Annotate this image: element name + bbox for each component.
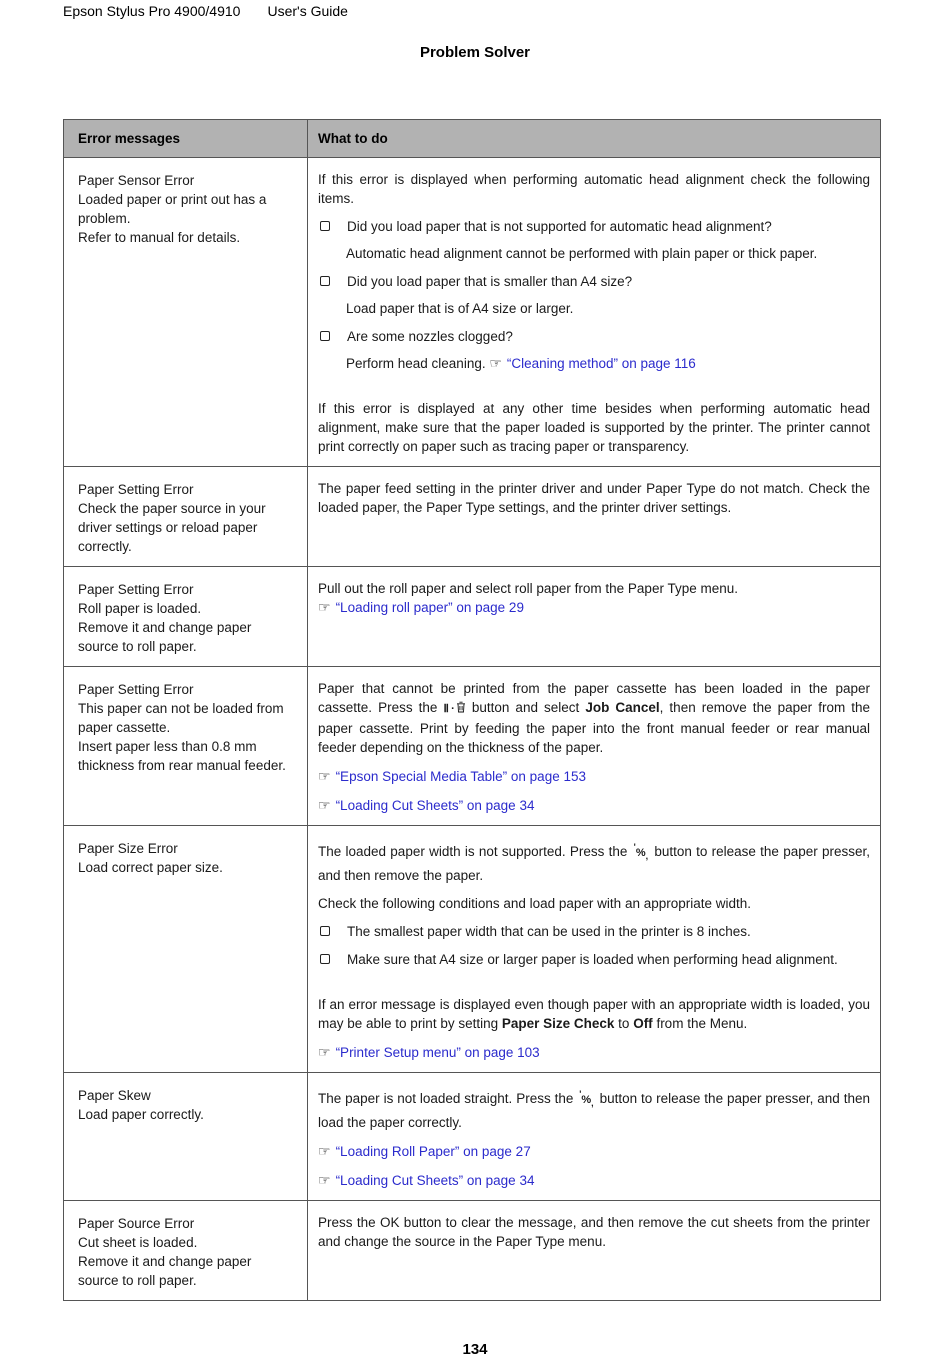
pointer-hand-icon: ☞ xyxy=(318,1172,331,1188)
product-name: Epson Stylus Pro 4900/4910 xyxy=(63,3,241,19)
bullet-answer xyxy=(346,244,870,263)
error-message-cell xyxy=(64,158,308,466)
pointer-hand-icon: ☞ xyxy=(318,768,331,784)
text-run: to xyxy=(614,1016,634,1031)
pointer-hand-icon: ☞ xyxy=(489,355,502,371)
table-row xyxy=(64,825,880,1072)
text-run: Paper that cannot be printed from the paper cassette has been loaded in the paper cassette. Press the xyxy=(318,681,870,715)
bullet-answer xyxy=(346,354,870,373)
what-to-do-cell xyxy=(308,1073,880,1200)
what-to-do-cell xyxy=(308,1201,880,1300)
error-line: Paper Setting Error xyxy=(78,582,194,597)
error-message-cell xyxy=(64,467,308,566)
text-run: Perform head cleaning. xyxy=(346,356,490,371)
table-row xyxy=(64,1072,880,1200)
error-line: Load correct paper size. xyxy=(78,860,223,875)
bullet-text: The smallest paper width that can be used in the printer is 8 inches. xyxy=(347,924,751,939)
bullet-text: Did you load paper that is smaller than A4 size? xyxy=(347,274,633,289)
text-run: If an error message is displayed even though paper with an appropriate width is loaded, you may be able to print by setting xyxy=(318,997,870,1031)
emphasis-text: Job Cancel xyxy=(585,700,660,715)
bullet-item xyxy=(318,327,870,346)
cross-reference xyxy=(489,356,695,371)
bullet-text: Are some nozzles clogged? xyxy=(347,329,513,344)
error-line: Paper Setting Error xyxy=(78,482,194,497)
table-body xyxy=(64,157,880,1300)
text-run: Load paper that is of A4 size or larger. xyxy=(346,301,574,316)
error-line: Load paper correctly. xyxy=(78,1107,204,1122)
cross-reference-link[interactable]: “Cleaning method” on page 116 xyxy=(506,356,696,371)
error-line: Loaded paper or print out has a problem. xyxy=(78,192,267,226)
what-to-do-cell xyxy=(308,567,880,666)
paragraph xyxy=(318,894,870,913)
pause-cancel-button-icon: Ⅱ· xyxy=(443,703,465,715)
what-to-do-cell xyxy=(308,667,880,825)
error-table xyxy=(63,119,881,1301)
text-run: The loaded paper width is not supported. Press the xyxy=(318,844,632,859)
document-header xyxy=(63,3,348,19)
what-to-do-cell xyxy=(308,826,880,1072)
paragraph xyxy=(318,479,870,517)
cross-reference-line xyxy=(318,1171,870,1190)
text-run: Automatic head alignment cannot be performed with plain paper or thick paper. xyxy=(346,246,818,261)
table-row xyxy=(64,1200,880,1300)
error-message-cell xyxy=(64,1073,308,1200)
checkbox-bullet-icon xyxy=(320,954,330,964)
cross-reference-link[interactable]: “Loading roll paper” on page 29 xyxy=(335,600,524,615)
error-line: Remove it and change paper source to roll paper. xyxy=(78,620,252,654)
cross-reference xyxy=(318,600,524,615)
text-run: Check the following conditions and load paper with an appropriate width. xyxy=(318,896,752,911)
text-run: , then remove the paper from the paper cassette. Print by feeding the paper into the front manual feeder or rear manual feeder depending on the thickness of the paper. xyxy=(318,700,871,755)
cross-reference xyxy=(318,798,534,813)
text-run: The paper is not loaded straight. Press the xyxy=(318,1091,578,1106)
text-run: Pull out the roll paper and select roll paper from the Paper Type menu. xyxy=(318,581,738,596)
paragraph xyxy=(318,399,870,456)
error-line: This paper can not be loaded from paper cassette. xyxy=(78,701,284,735)
pointer-hand-icon: ☞ xyxy=(318,1143,331,1159)
bullet-answer xyxy=(346,299,870,318)
error-line: Paper Setting Error xyxy=(78,682,194,697)
bullet-item xyxy=(318,950,870,969)
paragraph xyxy=(318,1085,870,1132)
cross-reference-line xyxy=(318,1043,870,1062)
error-message-cell xyxy=(64,1201,308,1300)
error-line: Remove it and change paper source to roll paper. xyxy=(78,1254,252,1288)
table-row xyxy=(64,666,880,825)
cross-reference-line xyxy=(318,767,870,786)
bullet-item xyxy=(318,272,870,291)
cross-reference-link[interactable]: “Loading Cut Sheets” on page 34 xyxy=(335,1173,535,1188)
text-run: If this error is displayed when performing automatic head alignment check the following items. xyxy=(318,172,870,206)
paragraph xyxy=(318,679,870,757)
error-line: Refer to manual for details. xyxy=(78,230,241,245)
text-run: button and select xyxy=(465,700,586,715)
error-line: Paper Skew xyxy=(78,1088,151,1103)
error-line: Paper Source Error xyxy=(78,1216,195,1231)
pointer-hand-icon: ☞ xyxy=(318,1044,331,1060)
bullet-text: Make sure that A4 size or larger paper is loaded when performing head alignment. xyxy=(347,952,838,967)
header-cell-what-to-do: What to do xyxy=(318,131,388,146)
pointer-hand-icon: ☞ xyxy=(318,599,331,615)
cross-reference xyxy=(318,769,586,784)
paragraph xyxy=(318,838,870,885)
paragraph xyxy=(318,170,870,208)
what-to-do-cell xyxy=(308,158,880,466)
bullet-item xyxy=(318,922,870,941)
error-line: Paper Size Error xyxy=(78,841,178,856)
cross-reference xyxy=(318,1144,531,1159)
cross-reference-link[interactable]: “Epson Special Media Table” on page 153 xyxy=(335,769,586,784)
text-run: button to release the paper presser, and then remove the paper. xyxy=(318,844,870,883)
checkbox-bullet-icon xyxy=(320,926,330,936)
error-message-cell xyxy=(64,567,308,666)
text-run: from the Menu. xyxy=(652,1016,748,1031)
cross-reference-link[interactable]: “Loading Roll Paper” on page 27 xyxy=(335,1144,531,1159)
paragraph xyxy=(318,1213,870,1251)
text-run: button to release the paper presser, and then load the paper correctly. xyxy=(318,1091,870,1130)
error-line: Check the paper source in your driver settings or reload paper correctly. xyxy=(78,501,266,554)
table-header-row xyxy=(64,120,880,157)
text-run: The paper feed setting in the printer driver and under Paper Type do not match. Check the loaded paper, the Paper Type settings, and the printer driver settings. xyxy=(318,481,870,515)
error-line: Roll paper is loaded. xyxy=(78,601,202,616)
emphasis-text: Off xyxy=(633,1016,653,1031)
table-row xyxy=(64,466,880,566)
checkbox-bullet-icon xyxy=(320,276,330,286)
error-line: Cut sheet is loaded. xyxy=(78,1235,198,1250)
table-row xyxy=(64,157,880,466)
error-line: Insert paper less than 0.8 mm thickness from rear manual feeder. xyxy=(78,739,286,773)
text-run: If this error is displayed at any other time besides when performing automatic head alignment, make sure that the paper loaded is supported by the printer. The printer cannot print correctly on paper such as tracing paper or transparency. xyxy=(318,401,870,454)
error-line: Paper Sensor Error xyxy=(78,173,195,188)
page-title: Problem Solver xyxy=(419,44,531,61)
guide-name: User's Guide xyxy=(267,3,348,19)
page-number: 134 xyxy=(462,1341,488,1358)
table-row xyxy=(64,566,880,666)
text-run: Press the OK button to clear the message, and then remove the cut sheets from the printer and change the source in the Paper Type menu. xyxy=(318,1215,870,1249)
error-message-cell xyxy=(64,826,308,1072)
emphasis-text: Paper Size Check xyxy=(501,1016,615,1031)
cross-reference-line xyxy=(318,1142,870,1161)
bullet-item xyxy=(318,217,870,236)
cross-reference xyxy=(318,1045,540,1060)
cross-reference-line xyxy=(318,796,870,815)
paragraph xyxy=(318,995,870,1033)
what-to-do-cell xyxy=(308,467,880,566)
paper-release-button-icon: ' % , xyxy=(577,1094,595,1106)
header-cell-error-messages: Error messages xyxy=(64,120,308,157)
checkbox-bullet-icon xyxy=(320,221,330,231)
paper-release-button-icon: ' % , xyxy=(632,847,650,859)
paragraph xyxy=(318,579,870,617)
bullet-text: Did you load paper that is not supported for automatic head alignment? xyxy=(347,219,772,234)
checkbox-bullet-icon xyxy=(320,331,330,341)
cross-reference xyxy=(318,1173,534,1188)
pointer-hand-icon: ☞ xyxy=(318,797,331,813)
cross-reference-link[interactable]: “Loading Cut Sheets” on page 34 xyxy=(335,798,535,813)
cross-reference-link[interactable]: “Printer Setup menu” on page 103 xyxy=(335,1045,540,1060)
error-message-cell xyxy=(64,667,308,825)
